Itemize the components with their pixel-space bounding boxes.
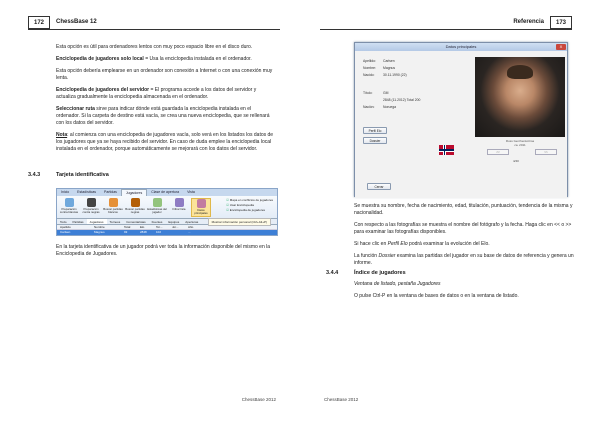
list-tab[interactable]: Torneos: [109, 220, 121, 224]
column-header[interactable]: Nombre: [94, 225, 105, 229]
column-header[interactable]: Tor...: [156, 225, 163, 229]
right-footer: ChessBase 2012: [324, 397, 359, 402]
search-icon: [131, 198, 140, 207]
paragraph: Seleccionar ruta sirve para indicar dónde está guardada la enciclopedia instalada en el ordenador. Si la carpeta de destino está vacía, se crea una nueva enciclopedia, que se rellenará con los datos del servidor.: [56, 106, 270, 126]
ribbon-tab[interactable]: Inicio: [61, 190, 70, 194]
field-nation: Nación: Noruega: [363, 105, 397, 109]
dossier-button[interactable]: Dossier: [363, 137, 387, 144]
ribbon-tabs: [57, 189, 277, 196]
prev-photo-button[interactable]: <<: [487, 149, 509, 155]
left-footer: ChessBase 2012: [241, 397, 276, 402]
list-tab[interactable]: Fuentes: [151, 220, 163, 224]
section-number: 3.4.3: [28, 172, 41, 178]
option-checkbox[interactable]: ☑ Mapa en conflictos de jugadores: [226, 198, 273, 203]
right-header: [320, 18, 572, 30]
section-number: 3.4.4: [326, 270, 339, 276]
list-tab[interactable]: Equipos: [168, 220, 180, 224]
right-body-text-2: [354, 281, 574, 305]
column-header[interactable]: Elo: [140, 225, 145, 229]
left-body-text: [56, 44, 276, 158]
field-name: Nombre: Magnus: [363, 66, 396, 70]
ribbon-tab[interactable]: Estadísticas: [77, 190, 97, 194]
paragraph: En la tarjeta identificativa de un jugador podrá ver toda la información disponible del mismo en la Enciclopedia de Jugadores.: [56, 244, 271, 257]
id-card-icon: [197, 199, 206, 208]
paragraph: Se muestra su nombre, fecha de nacimiento, edad, titulación, puntuación, tendencia de la misma y nacionalidad.: [354, 203, 573, 216]
ribbon-tab-active[interactable]: Jugadores: [121, 189, 147, 196]
paragraph: O pulse Ctrl-P en la ventana de bases de datos o en la ventana de listado.: [354, 293, 519, 299]
ribbon-tab[interactable]: Partidas: [104, 190, 117, 194]
close-icon[interactable]: X: [556, 44, 566, 50]
column-header[interactable]: Jor...: [172, 225, 179, 229]
list-tab[interactable]: Partidas: [72, 220, 84, 224]
player-card-dialog: [354, 42, 568, 197]
ribbon-tab[interactable]: Clase de apertura: [151, 190, 180, 194]
photo-counter: 4/40: [513, 159, 519, 163]
section-title: Índice de jugadores: [354, 270, 406, 276]
paragraph: Enciclopedia de jugadores del servidor = El programa accede a los datos del servidor y actualiza gradualmente la enciclopedia almacenada en el ordenador.: [56, 87, 257, 100]
photo-caption: Russ Gerchenko/tma ca. 2011: [505, 139, 535, 147]
left-header: [28, 18, 280, 30]
dialog-title: Datos principales: [445, 44, 477, 49]
dialog-body: [355, 51, 567, 198]
next-photo-button[interactable]: >>: [535, 149, 557, 155]
list-tab[interactable]: Aperturas: [185, 220, 199, 224]
player-icon: [65, 198, 74, 207]
search-icon: [109, 198, 118, 207]
player-icon: [87, 198, 96, 207]
paragraph: Esta opción debería emplearse en un ordenador son conexión a Internet o con una conexión muy lenta.: [56, 68, 273, 81]
prep-white-button[interactable]: Preparación contra blancas: [59, 198, 79, 217]
column-header[interactable]: Total: [124, 225, 131, 229]
table-row[interactable]: Carlsen Magnus 93 2848 102 ...: [57, 230, 277, 235]
option-checkbox[interactable]: ☑ Enciclopedia de jugadores: [226, 208, 273, 213]
field-surname: Apellido: Carlsen: [363, 59, 395, 63]
column-header[interactable]: Apellido: [60, 225, 71, 229]
left-body-text-2: [56, 244, 276, 263]
search-white-button[interactable]: Buscar partidas blancos: [103, 198, 123, 217]
player-stats-button[interactable]: Estadísticas del jugador: [147, 198, 167, 217]
close-button[interactable]: Cerrar: [367, 183, 391, 190]
note-paragraph: Nota: al comienza con una enciclopedia de jugadores vacía, solo verá en los listados los datos de los jugadores que ya se haya recibido del servidor. En caso de duda emplee la enciclopedia local instalada en el ordenador, porque automáticamente se mejorará con los datos del servidor.: [56, 132, 274, 152]
ribbon-screenshot: [56, 188, 278, 236]
right-header-title: Referencia: [513, 19, 544, 25]
list-tab[interactable]: Comentaristas: [126, 220, 146, 224]
ribbon-options: [226, 198, 273, 213]
player-card-button[interactable]: Datos principales: [191, 198, 211, 217]
norway-flag-icon: [439, 145, 454, 155]
player-photo: [475, 57, 565, 137]
paragraph: Esta opción es útil para ordenadores lentos con muy poco espacio libre en el disco duro.: [56, 44, 253, 50]
right-body-text: [354, 203, 574, 272]
field-title: Título: GM: [363, 91, 389, 95]
field-born: Nacido: 30.11.1990 (22): [363, 73, 407, 77]
paragraph: Con respecto a las fotografías se muestra el nombre del fotógrafo y la fecha. Haga clic en << o >> para examinar las fotografías disponibles.: [354, 222, 572, 235]
section-title: Tarjeta identificativa: [56, 172, 109, 178]
list-tab[interactable]: Todo: [60, 220, 67, 224]
paragraph: Ventana de listado, pestaña Jugadores: [354, 281, 441, 287]
option-checkbox[interactable]: ☑ Usar Enciclopedia: [226, 203, 273, 208]
filter-icon: [175, 198, 184, 207]
search-black-button[interactable]: Buscar partidas negras: [125, 198, 145, 217]
column-header[interactable]: Año: [188, 225, 194, 229]
list-tab-active[interactable]: Jugadores: [87, 219, 107, 224]
ribbon-tab[interactable]: Vista: [187, 190, 195, 194]
field-elo: 2848 (11.2012) Total 200: [383, 98, 421, 102]
dialog-titlebar: [355, 43, 567, 51]
ribbon-body: [57, 196, 277, 218]
prep-black-button[interactable]: Preparación contra negras: [81, 198, 101, 217]
right-page: [300, 0, 600, 424]
paragraph: La función Dossier examina las partidas del jugador en su base de datos de referencia y genera un informe.: [354, 253, 574, 266]
left-header-title: ChessBase 12: [56, 19, 97, 25]
left-page-number: 172: [28, 16, 50, 29]
elo-profile-button[interactable]: Perfil Elo: [363, 127, 387, 134]
filter-list-button[interactable]: Filtrar lista: [169, 198, 189, 217]
paragraph: Si hace clic en Perfil Elo podrá examinar la evolución del Elo.: [354, 241, 490, 247]
paragraph: Enciclopedia de jugadores solo local = Usa la enciclopedia instalada en el ordenador.: [56, 56, 252, 62]
right-page-number: 173: [550, 16, 572, 29]
stats-icon: [153, 198, 162, 207]
tooltip: Mostrar información personal (Ctrl+Alt+P): [208, 218, 271, 226]
